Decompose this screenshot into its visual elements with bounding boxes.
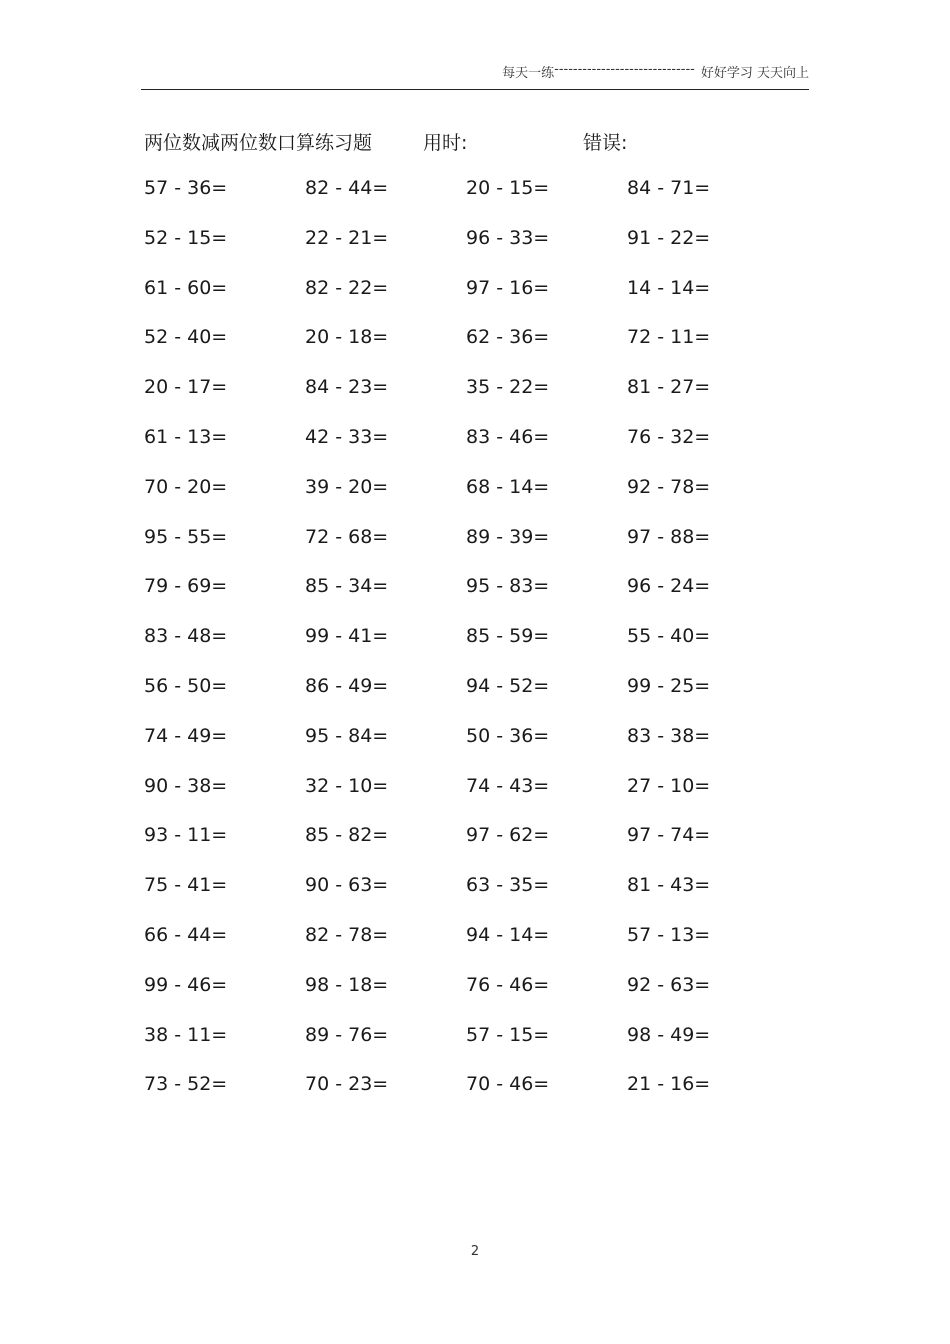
problem-row [144,1073,804,1123]
subtraction-problem: 38 - 11= [144,1023,228,1046]
subtraction-problem: 72 - 11= [627,326,711,349]
subtraction-problem: 91 - 22= [627,226,711,249]
problem-row [144,277,804,327]
subtraction-problem: 98 - 49= [627,1023,711,1046]
subtraction-problem: 76 - 46= [466,973,550,996]
subtraction-problem: 74 - 43= [466,774,550,797]
problem-row [144,326,804,376]
subtraction-problem: 27 - 10= [627,774,711,797]
subtraction-problem: 57 - 36= [144,177,228,199]
subtraction-problem: 42 - 33= [305,425,389,448]
subtraction-problem: 75 - 41= [144,874,228,897]
worksheet-title: 两位数减两位数口算练习题 [144,132,373,154]
problem-row [144,775,804,825]
subtraction-problem: 99 - 41= [305,625,389,648]
subtraction-problem: 83 - 46= [466,425,550,448]
subtraction-problem: 89 - 39= [466,525,550,548]
subtraction-problem: 70 - 23= [305,1073,389,1096]
subtraction-problem: 99 - 46= [144,973,228,996]
subtraction-problem: 74 - 49= [144,724,228,747]
subtraction-problem: 93 - 11= [144,824,228,847]
problem-row [144,625,804,675]
subtraction-problem: 55 - 40= [627,625,711,648]
subtraction-problem: 52 - 15= [144,226,228,249]
time-used-label: 用时: [423,132,468,154]
problem-row [144,824,804,874]
subtraction-problem: 79 - 69= [144,575,228,598]
subtraction-problem: 89 - 76= [305,1023,389,1046]
subtraction-problem: 81 - 43= [627,874,711,897]
problem-row [144,924,804,974]
subtraction-problem: 90 - 63= [305,874,389,897]
problem-grid [144,177,804,1123]
subtraction-problem: 84 - 23= [305,376,389,399]
subtraction-problem: 52 - 40= [144,326,228,349]
header-dashes: ------------------------------ [554,62,695,77]
subtraction-problem: 70 - 20= [144,475,228,498]
subtraction-problem: 57 - 13= [627,923,711,946]
problem-row [144,426,804,476]
subtraction-problem: 97 - 88= [627,525,711,548]
subtraction-problem: 57 - 15= [466,1023,550,1046]
errors-label: 错误: [583,132,628,154]
subtraction-problem: 97 - 62= [466,824,550,847]
subtraction-problem: 72 - 68= [305,525,389,548]
problem-row [144,974,804,1024]
problem-row [144,376,804,426]
subtraction-problem: 20 - 15= [466,177,550,199]
subtraction-problem: 76 - 32= [627,425,711,448]
subtraction-problem: 85 - 34= [305,575,389,598]
subtraction-problem: 98 - 18= [305,973,389,996]
subtraction-problem: 22 - 21= [305,226,389,249]
subtraction-problem: 61 - 13= [144,425,228,448]
subtraction-problem: 85 - 59= [466,625,550,648]
subtraction-problem: 39 - 20= [305,475,389,498]
subtraction-problem: 70 - 46= [466,1073,550,1096]
subtraction-problem: 62 - 36= [466,326,550,349]
subtraction-problem: 99 - 25= [627,674,711,697]
subtraction-problem: 63 - 35= [466,874,550,897]
subtraction-problem: 83 - 38= [627,724,711,747]
page-header [141,62,809,90]
problem-row [144,476,804,526]
subtraction-problem: 95 - 55= [144,525,228,548]
subtraction-problem: 96 - 24= [627,575,711,598]
problem-row [144,575,804,625]
subtraction-problem: 61 - 60= [144,276,228,299]
subtraction-problem: 20 - 17= [144,376,228,399]
subtraction-problem: 95 - 83= [466,575,550,598]
worksheet-title-row [144,128,804,156]
problem-row [144,177,804,227]
problem-row [144,675,804,725]
subtraction-problem: 20 - 18= [305,326,389,349]
subtraction-problem: 85 - 82= [305,824,389,847]
subtraction-problem: 21 - 16= [627,1073,711,1096]
subtraction-problem: 73 - 52= [144,1073,228,1096]
subtraction-problem: 56 - 50= [144,674,228,697]
subtraction-problem: 14 - 14= [627,276,711,299]
subtraction-problem: 95 - 84= [305,724,389,747]
subtraction-problem: 94 - 14= [466,923,550,946]
subtraction-problem: 81 - 27= [627,376,711,399]
subtraction-problem: 92 - 78= [627,475,711,498]
subtraction-problem: 35 - 22= [466,376,550,399]
subtraction-problem: 86 - 49= [305,674,389,697]
subtraction-problem: 90 - 38= [144,774,228,797]
problem-row [144,874,804,924]
subtraction-problem: 32 - 10= [305,774,389,797]
subtraction-problem: 50 - 36= [466,724,550,747]
subtraction-problem: 83 - 48= [144,625,228,648]
problem-row [144,725,804,775]
problem-row [144,526,804,576]
subtraction-problem: 82 - 22= [305,276,389,299]
problem-row [144,227,804,277]
header-left-text: 每天一练 [502,66,555,81]
subtraction-problem: 68 - 14= [466,475,550,498]
subtraction-problem: 94 - 52= [466,674,550,697]
subtraction-problem: 82 - 78= [305,923,389,946]
problem-row [144,1024,804,1074]
subtraction-problem: 66 - 44= [144,923,228,946]
subtraction-problem: 92 - 63= [627,973,711,996]
subtraction-problem: 97 - 74= [627,824,711,847]
subtraction-problem: 97 - 16= [466,276,550,299]
subtraction-problem: 96 - 33= [466,226,550,249]
page-number: 2 [470,1244,480,1259]
header-right-text: 好好学习 天天向上 [700,66,809,81]
subtraction-problem: 82 - 44= [305,177,389,199]
subtraction-problem: 84 - 71= [627,177,711,199]
